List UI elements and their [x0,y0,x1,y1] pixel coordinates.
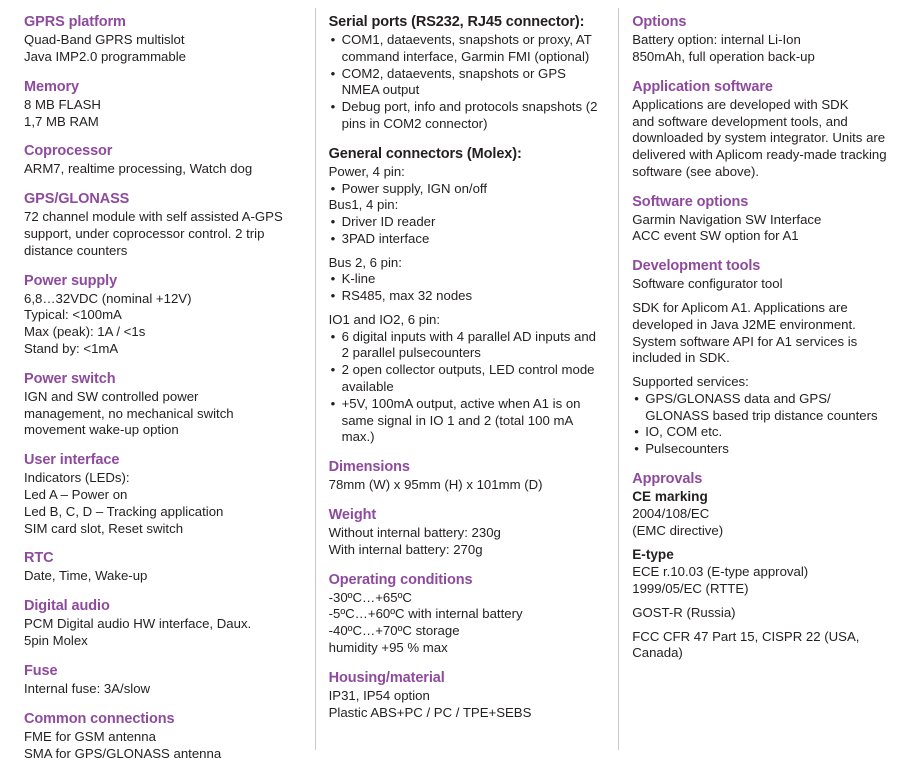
general-connectors-io-list [329,329,605,446]
block-weight [329,507,605,559]
user-interface-heading: User interface [24,452,120,469]
general-connectors-power-label: Power, 4 pin: [328,163,405,179]
user-interface-line-1: Indicators (LEDs): [24,470,130,486]
application-software-line-1: Applications are developed with SDK [632,96,849,112]
coprocessor-heading: Coprocessor [24,143,113,160]
general-connectors-bus1-list [329,214,605,248]
approvals-gostr-line: GOST-R (Russia) [632,604,736,620]
list-item: • Driver ID reader [342,214,605,231]
list-item: • K-line [342,271,605,288]
power-supply-line-1: 6,8…32VDC (nominal +12V) [24,290,192,306]
block-user-interface [24,452,301,537]
gps-glonass-line-2: support, under coprocessor control. 2 trip [24,226,265,242]
user-interface-line-2: Led A – Power on [24,487,128,503]
list-item: • GPS/GLONASS data and GPS/ GLONASS based trip distance counters [645,391,895,425]
housing-material-heading: Housing/material [328,669,445,686]
digital-audio-heading: Digital audio [24,598,110,615]
common-connections-line-2: SMA for GPS/GLONASS antenna [24,745,222,761]
development-tools-line-1: Software configurator tool [632,276,783,292]
block-general-connectors [329,146,605,446]
development-tools-para2-line-4: included in SDK. [632,350,730,366]
memory-heading: Memory [24,78,79,95]
block-gprs-platform [24,14,301,66]
digital-audio-line-1: PCM Digital audio HW interface, Daux. [24,616,252,632]
general-connectors-power-list [329,181,605,198]
dimensions-heading: Dimensions [328,459,410,476]
block-fuse [24,663,301,698]
approvals-ce-line-2: (EMC directive) [632,523,724,539]
memory-line-2: 1,7 MB RAM [24,113,99,129]
development-tools-supported-list [632,391,895,458]
operating-conditions-line-1: -30ºC…+65ºC [328,589,412,605]
software-options-line-1: Garmin Navigation SW Interface [632,211,822,227]
block-software-options [632,194,895,246]
options-line-1: Battery option: internal Li-Ion [632,32,801,48]
general-connectors-bus2-label: Bus 2, 6 pin: [328,254,402,270]
application-software-line-4: delivered with Aplicom ready-made tracking [632,147,887,163]
gprs-platform-line-2: Java IMP2.0 programmable [24,48,186,64]
application-software-heading: Application software [632,78,773,95]
development-tools-para2-line-2: developed in Java J2ME environment. [632,316,856,332]
approvals-fcc-line-1: FCC CFR 47 Part 15, CISPR 22 (USA, [632,628,860,644]
rtc-line-1: Date, Time, Wake-up [24,568,148,584]
general-connectors-bus2-list [329,271,605,305]
gprs-platform-line-1: Quad-Band GPRS multislot [24,32,185,48]
operating-conditions-line-2: -5ºC…+60ºC with internal battery [328,606,523,622]
power-switch-line-2: management, no mechanical switch [24,405,234,421]
gps-glonass-line-1: 72 channel module with self assisted A-GPS [24,209,283,225]
serial-ports-heading: Serial ports (RS232, RJ45 connector): [328,14,585,30]
power-supply-line-4: Stand by: <1mA [24,340,119,356]
common-connections-line-1: FME for GSM antenna [24,728,156,744]
development-tools-para2-line-3: System software API for A1 services is [632,333,858,349]
list-item: • 6 digital inputs with 4 parallel AD inputs and 2 parallel pulsecounters [342,329,605,363]
options-heading: Options [632,14,687,30]
block-options [632,14,895,66]
column-middle [315,14,619,762]
general-connectors-io-label: IO1 and IO2, 6 pin: [328,311,441,327]
block-approvals [632,471,895,662]
approvals-etype-line-2: 1999/05/EC (RTTE) [632,581,749,597]
block-application-software [632,79,895,181]
software-options-line-2: ACC event SW option for A1 [632,228,799,244]
power-supply-heading: Power supply [24,272,118,289]
gprs-platform-heading: GPRS platform [24,14,126,30]
user-interface-line-4: SIM card slot, Reset switch [24,520,184,536]
list-item: • Debug port, info and protocols snapshots (2 pins in COM2 connector) [342,99,605,133]
fuse-line-1: Internal fuse: 3A/slow [24,680,151,696]
weight-line-1: Without internal battery: 230g [328,525,501,541]
application-software-line-5: software (see above). [632,163,760,179]
list-item: • 2 open collector outputs, LED control mode available [342,362,605,396]
operating-conditions-line-3: -40ºC…+70ºC storage [328,623,460,639]
weight-line-2: With internal battery: 270g [328,541,483,557]
list-item: • COM2, dataevents, snapshots or GPS NMEA output [342,66,605,100]
block-rtc [24,550,301,585]
application-software-line-2: and software development tools, and [632,113,848,129]
block-housing-material [329,670,605,722]
power-supply-line-3: Max (peak): 1A / <1s [24,324,146,340]
user-interface-line-3: Led B, C, D – Tracking application [24,503,224,519]
block-development-tools [632,258,895,458]
gps-glonass-line-3: distance counters [24,242,128,258]
list-item: • RS485, max 32 nodes [342,288,605,305]
options-line-2: 850mAh, full operation back-up [632,48,815,64]
list-item: • Pulsecounters [645,441,895,458]
housing-material-line-2: Plastic ABS+PC / PC / TPE+SEBS [328,704,532,720]
list-item: • IO, COM etc. [645,424,895,441]
block-memory [24,79,301,131]
approvals-etype-subheading: E-type [632,546,674,562]
list-item: • Power supply, IGN on/off [342,181,605,198]
power-supply-line-2: Typical: <100mA [24,307,122,323]
development-tools-heading: Development tools [632,258,761,275]
approvals-ce-line-1: 2004/108/EC [632,506,710,522]
weight-heading: Weight [328,506,377,523]
general-connectors-bus1-label: Bus1, 4 pin: [328,197,399,213]
application-software-line-3: downloaded by system integrator. Units are [632,130,886,146]
block-coprocessor [24,143,301,178]
column-left [10,14,315,762]
rtc-heading: RTC [24,550,54,567]
power-switch-heading: Power switch [24,370,116,387]
block-gps-glonass [24,191,301,259]
column-right [618,14,905,762]
development-tools-para2-line-1: SDK for Aplicom A1. Applications are [632,300,848,316]
list-item: • 3PAD interface [342,231,605,248]
block-power-supply [24,273,301,358]
memory-line-1: 8 MB FLASH [24,96,101,112]
power-switch-line-3: movement wake-up option [24,422,179,438]
list-item: • COM1, dataevents, snapshots or proxy, AT command interface, Garmin FMI (optional) [342,32,605,66]
digital-audio-line-2: 5pin Molex [24,633,88,649]
housing-material-line-1: IP31, IP54 option [328,687,430,703]
operating-conditions-heading: Operating conditions [328,571,473,588]
software-options-heading: Software options [632,193,749,210]
block-power-switch [24,371,301,439]
block-digital-audio [24,598,301,650]
dimensions-line-1: 78mm (W) x 95mm (H) x 101mm (D) [328,477,543,493]
common-connections-heading: Common connections [24,710,175,727]
list-item: • +5V, 100mA output, active when A1 is on same signal in IO 1 and 2 (total 100 mA max.) [342,396,605,446]
serial-ports-list [329,32,605,133]
block-serial-ports [329,14,605,133]
fuse-heading: Fuse [24,662,58,679]
block-operating-conditions [329,572,605,657]
development-tools-supported-label: Supported services: [632,374,749,390]
general-connectors-heading: General connectors (Molex): [328,145,522,162]
gps-glonass-heading: GPS/GLONASS [24,191,130,208]
operating-conditions-line-4: humidity +95 % max [328,639,448,655]
approvals-ce-subheading: CE marking [632,489,708,505]
block-common-connections [24,711,301,763]
power-switch-line-1: IGN and SW controlled power [24,388,199,404]
approvals-etype-line-1: ECE r.10.03 (E-type approval) [632,564,809,580]
coprocessor-line-1: ARM7, realtime processing, Watch dog [24,161,253,177]
block-dimensions [329,459,605,494]
approvals-fcc-line-2: Canada) [632,645,683,661]
approvals-heading: Approvals [632,470,703,487]
